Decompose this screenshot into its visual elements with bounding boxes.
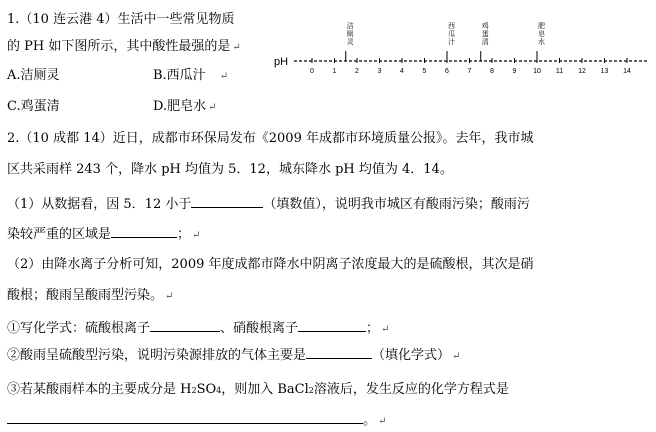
q2-part2-line1 (7, 257, 534, 273)
ph-tick-label: 13 (600, 68, 609, 75)
q2-s1-text-a: ①写化学式：硫酸根离子 (7, 321, 151, 336)
ph-tick-label: 1 (332, 68, 337, 75)
ph-marker-label-char: 蛋 (481, 30, 489, 38)
ph-markers (346, 21, 545, 61)
ph-tick-label: 11 (555, 68, 564, 75)
ph-marker-label-char: 厕 (346, 30, 354, 38)
ph-marker-label-char: 洁 (346, 22, 354, 30)
return-mark: ↵ (378, 416, 387, 427)
q1-option-c (7, 99, 60, 115)
q2-part1-line1 (7, 194, 530, 213)
q2-part1-line2 (7, 224, 200, 244)
ph-tick-label: 5 (422, 68, 427, 75)
ph-tick-label: 4 (400, 68, 404, 75)
q2-s3-sub1: 2 (191, 386, 197, 395)
q2-s3-sub2: 4 (216, 386, 222, 395)
q1-option-d-label: D.肥皂水 (153, 99, 207, 114)
q1-option-b-label: B.西瓜汁 (153, 68, 206, 83)
return-mark: ↵ (452, 351, 461, 362)
q2-part2-line2 (7, 288, 173, 305)
return-mark: ↵ (219, 71, 229, 82)
ph-marker-label-char: 水 (538, 38, 545, 46)
q1-option-b (153, 68, 228, 85)
ph-tick-label: 8 (490, 68, 494, 75)
q1-line1 (7, 12, 234, 28)
q2-s1-text-c: ； (366, 321, 380, 336)
q2-s2-text-a: ②酸雨呈硫酸型污染，说明污染源排放的气体主要是 (7, 348, 307, 363)
q2-s3-sub3: 2 (308, 386, 314, 395)
q2-text-1: 2.（10 成都 14）近日，成都市环保局发布《2009 年成都市环境质量公报》。去年，我市城 (7, 131, 534, 146)
ph-tick-label: 7 (467, 68, 472, 75)
blank-field[interactable] (150, 318, 220, 332)
q2-line1 (7, 131, 533, 147)
return-mark: ↵ (208, 102, 217, 113)
return-mark: ↵ (381, 324, 390, 335)
q1-line2 (7, 39, 241, 56)
ph-tick-label: 12 (578, 68, 586, 75)
ph-marker-label-char: 瓜 (448, 30, 455, 38)
ph-scale-diagram (270, 20, 650, 80)
q2-s4-end: 。 (363, 413, 377, 428)
ph-marker-label-char: 鸡 (481, 22, 489, 30)
blank-field[interactable] (306, 345, 372, 359)
q2-s3-text-b: SO (196, 382, 217, 397)
q2-p1-text-d: ； (177, 227, 191, 242)
ph-tick-label: 2 (355, 68, 359, 75)
ph-marker-label-char: 皂 (538, 30, 545, 38)
q2-s3-text-c: ，则加入 BaCl (221, 382, 309, 397)
return-mark: ↵ (232, 42, 241, 53)
ph-marker-label-char: 西 (448, 22, 455, 30)
ph-marker-label-char: 肥 (538, 22, 545, 30)
ph-marker-label-char: 汁 (448, 38, 455, 46)
q2-sub1 (7, 318, 389, 338)
q2-p2-text-b: 酸根；酸雨呈酸雨型污染。 (7, 288, 164, 303)
q2-text-2: 区共采雨样 243 个，降水 pH 均值为 5．12，城东降水 pH 均值为 4．14。 (7, 162, 453, 177)
q2-sub3 (7, 382, 509, 399)
blank-field[interactable] (191, 194, 263, 208)
blank-field[interactable] (298, 318, 366, 332)
ph-marker-label-char: 清 (481, 38, 489, 46)
q1-option-d (153, 99, 216, 116)
ph-tick-label: 3 (377, 68, 382, 75)
q2-p1-text-a: （1）从数据看，因 5．12 小于 (7, 197, 192, 212)
q2-p2-text-a: （2）由降水离子分析可知，2009 年度成都市降水中阴离子浓度最大的是硫酸根，其次是硝 (7, 257, 534, 272)
answer-blank[interactable] (7, 410, 363, 424)
ph-tick-label: 6 (445, 68, 449, 75)
q2-s2-text-b: （填化学式） (372, 348, 451, 363)
q2-s3-text-d: 溶液后，发生反应的化学方程式是 (313, 382, 509, 397)
q1-text-2: 的 PH 如下图所示，其中酸性最强的是 (7, 39, 231, 54)
return-mark: ↵ (165, 291, 174, 302)
q2-p1-text-b: （填数值），说明我市城区有酸雨污染；酸雨污 (263, 197, 530, 212)
q2-sub4 (7, 410, 386, 430)
ph-tick-label: 10 (533, 68, 541, 75)
q2-p1-text-c: 染较严重的区域是 (7, 227, 112, 242)
ph-tick-label: 14 (623, 68, 631, 75)
q2-sub2 (7, 345, 460, 365)
q1-text-1: 1.（10 连云港 4）生活中一些常见物质 (7, 12, 235, 27)
q1-option-c-label: C.鸡蛋清 (7, 99, 60, 114)
q2-s1-text-b: 、硝酸根离子 (220, 321, 299, 336)
ph-tick-label: 9 (512, 68, 517, 75)
blank-field[interactable] (111, 224, 177, 238)
ph-axis-label: pH (274, 56, 289, 68)
return-mark: ↵ (192, 230, 201, 241)
ph-marker-label-char: 灵 (346, 38, 354, 46)
ph-tick-label: 0 (310, 68, 314, 75)
q1-option-a-label: A.洁厕灵 (7, 68, 60, 83)
q2-s3-text-a: ③若某酸雨样本的主要成分是 H (7, 382, 192, 397)
q1-option-a (7, 68, 60, 84)
q2-line2 (7, 162, 453, 178)
